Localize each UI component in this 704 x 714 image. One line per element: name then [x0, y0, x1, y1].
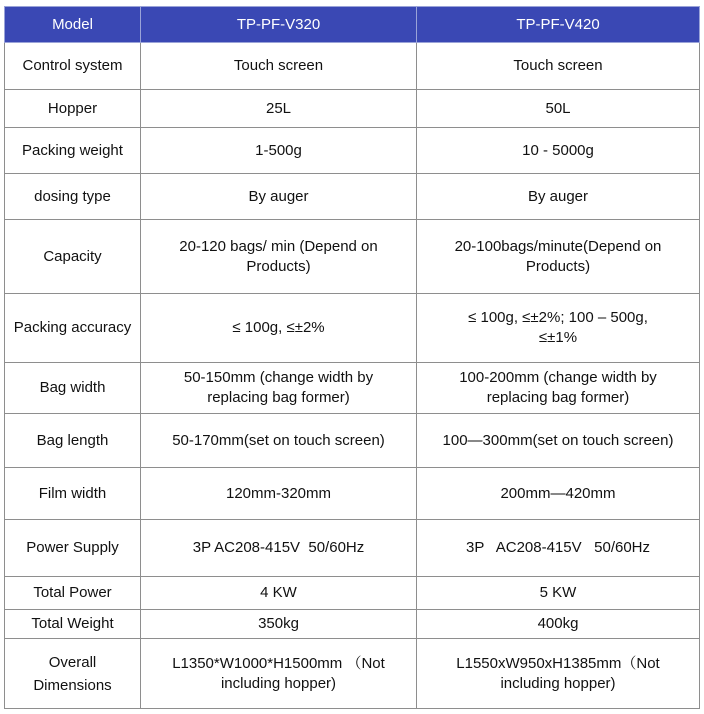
cell-v420: Touch screen [417, 43, 700, 90]
cell-v420: 100—300mm(set on touch screen) [417, 414, 700, 468]
table-row [5, 174, 700, 220]
cell-v420: 400kg [417, 610, 700, 639]
table-row [5, 520, 700, 577]
cell-v420: By auger [417, 174, 700, 220]
table-row [5, 577, 700, 610]
table-row [5, 90, 700, 128]
row-label: dosing type [5, 174, 141, 220]
cell-line: ≤ 100g, ≤±2%; 100 – 500g, [468, 309, 648, 326]
cell-v320 [141, 363, 417, 414]
row-label: Bag width [5, 363, 141, 414]
cell-v320: 120mm-320mm [141, 468, 417, 520]
cell-v320: 1-500g [141, 128, 417, 174]
header-row [5, 7, 700, 43]
cell-v320: 50-170mm(set on touch screen) [141, 414, 417, 468]
cell-v320: 350kg [141, 610, 417, 639]
cell-line: 20-120 bags/ min (Depend on [179, 237, 378, 255]
cell-v320: 25L [141, 90, 417, 128]
cell-line: Overall [48, 653, 97, 671]
cell-line: 20-100bags/minute(Depend on [454, 237, 662, 255]
cell-line: Products) [525, 257, 591, 275]
cell-v320: ≤ 100g, ≤±2% [141, 294, 417, 363]
table-row [5, 294, 700, 363]
cell-line: replacing bag former) [486, 389, 630, 406]
cell-v420 [417, 220, 700, 294]
header-tp-pf-v420: TP-PF-V420 [417, 7, 700, 43]
cell-line: including hopper) [220, 674, 337, 692]
cell-v320: 4 KW [141, 577, 417, 610]
row-label: Capacity [5, 220, 141, 294]
cell-v420 [417, 639, 700, 709]
row-label: Bag length [5, 414, 141, 468]
cell-line: Dimensions [33, 676, 112, 694]
cell-line: L1550xW950xH1385mm（Not [456, 654, 660, 672]
cell-v320: 3P AC208-415V 50/60Hz [141, 520, 417, 577]
spec-table [4, 6, 700, 709]
table-row [5, 414, 700, 468]
row-label: Total Weight [5, 610, 141, 639]
row-label: Packing weight [5, 128, 141, 174]
cell-v420 [417, 363, 700, 414]
cell-v320: By auger [141, 174, 417, 220]
row-label: Power Supply [5, 520, 141, 577]
table-row [5, 363, 700, 414]
row-label: Packing accuracy [5, 294, 141, 363]
cell-line: 50-150mm (change width by [183, 369, 374, 386]
cell-line: ≤±1% [538, 329, 578, 346]
cell-line: 100-200mm (change width by [459, 369, 657, 386]
header-tp-pf-v320: TP-PF-V320 [141, 7, 417, 43]
table-row [5, 610, 700, 639]
cell-v320: Touch screen [141, 43, 417, 90]
cell-v420 [417, 294, 700, 363]
cell-v320 [141, 639, 417, 709]
row-label: Total Power [5, 577, 141, 610]
cell-v420: 200mm—420mm [417, 468, 700, 520]
cell-v420: 10 - 5000g [417, 128, 700, 174]
header-model: Model [5, 7, 141, 43]
cell-line: Products) [246, 257, 311, 275]
table-row [5, 639, 700, 709]
cell-line: L1350*W1000*H1500mm （Not [172, 654, 385, 672]
cell-v420: 3P AC208-415V 50/60Hz [417, 520, 700, 577]
row-label: Hopper [5, 90, 141, 128]
cell-v420: 50L [417, 90, 700, 128]
row-label [5, 639, 141, 709]
cell-line: including hopper) [500, 674, 616, 692]
cell-line: replacing bag former) [207, 389, 350, 406]
row-label: Film width [5, 468, 141, 520]
cell-v320 [141, 220, 417, 294]
cell-v420: 5 KW [417, 577, 700, 610]
table-row [5, 43, 700, 90]
table-row [5, 128, 700, 174]
row-label: Control system [5, 43, 141, 90]
table-row [5, 468, 700, 520]
table-row [5, 220, 700, 294]
